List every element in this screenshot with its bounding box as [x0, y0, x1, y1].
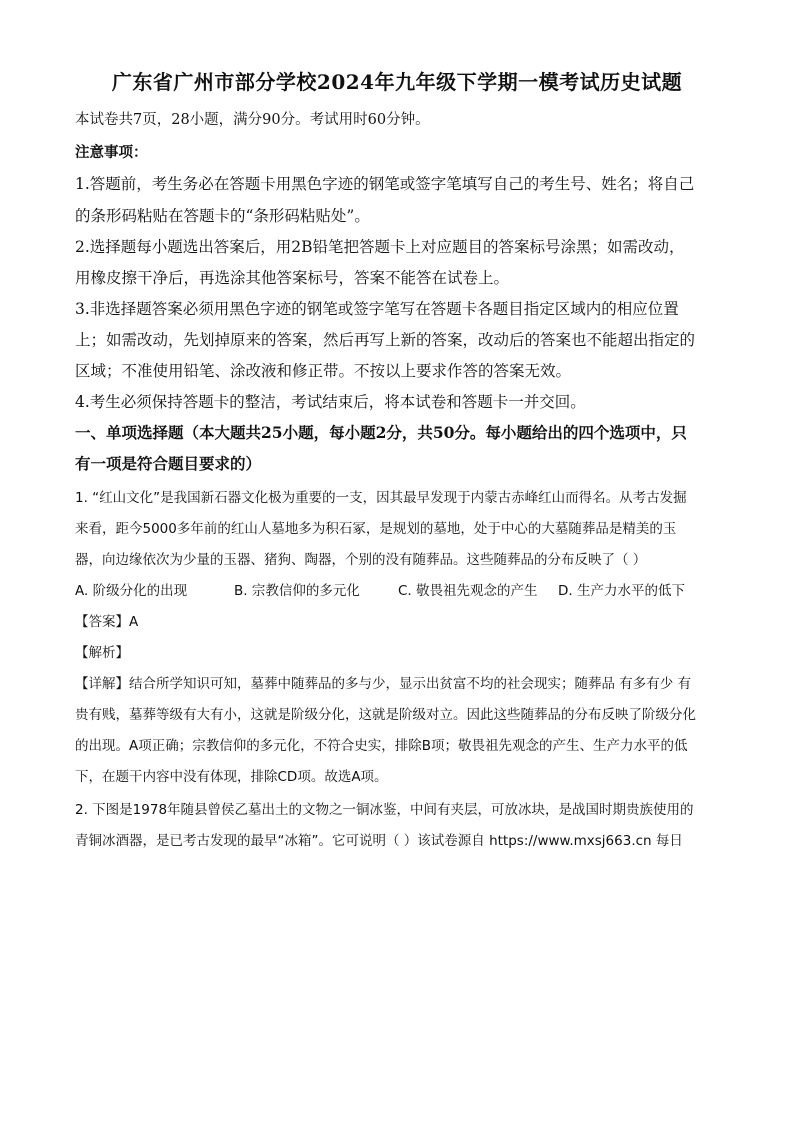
notice-line: 1.答题前，考生务必在答题卡用黑色字迹的钢笔或签字笔填写自己的考生号、姓名；将自己 — [75, 175, 695, 193]
option-a: A. 阶级分化的出现 — [75, 583, 188, 599]
detail-line: 下，在题干内容中没有体现，排除CD项。故选A项。 — [75, 769, 388, 785]
answer-label: 【答案】A — [75, 614, 139, 630]
detail-line: 的出现。A项正确；宗教信仰的多元化，不符合史实，排除B项；敬畏祖先观念的产生、生产力水平的低 — [75, 738, 688, 754]
detail-line: 【详解】结合所学知识可知，墓葬中随葬品的多与少，显示出贫富不均的社会现实；随葬品 有多有少 有 — [75, 676, 692, 692]
question-1-stem: 器，向边缘依次为少量的玉器、猪狗、陶器，个别的没有随葬品。这些随葬品的分布反映了（ ） — [75, 552, 647, 568]
option-c: C. 敬畏祖先观念的产生 — [398, 583, 538, 599]
notice-line: 上；如需改动，先划掉原来的答案，然后再写上新的答案，改动后的答案也不能超出指定的 — [75, 331, 696, 349]
option-b: B. 宗教信仰的多元化 — [234, 583, 360, 599]
notice-line: 区域；不准使用铅笔、涂改液和修正带。不按以上要求作答的答案无效。 — [75, 362, 572, 380]
notice-line: 3.非选择题答案必须用黑色字迹的钢笔或签字笔写在答题卡各题目指定区域内的相应位置 — [75, 300, 679, 318]
question-1-stem: 来看，距今5000多年前的红山人墓地多为积石冢，是规划的墓地，处于中心的大墓随葬品是精美的玉 — [75, 521, 677, 537]
section-heading: 有一项是符合题目要求的） — [75, 454, 262, 473]
exam-intro: 本试卷共7页，28小题，满分90分。考试用时60分钟。 — [75, 112, 430, 128]
notice-line: 用橡皮擦干净后，再选涂其他答案标号，答案不能答在试卷上。 — [75, 269, 510, 287]
section-heading: 一、单项选择题（本大题共25小题，每小题2分，共50分。每小题给出的四个选项中，只 — [75, 423, 687, 442]
question-2-stem: 2. 下图是1978年随县曾侯乙墓出土的文物之一铜冰鉴，中间有夹层，可放冰块，是战国时期贵族使用的 — [75, 802, 694, 818]
analysis-label: 【解析】 — [75, 645, 129, 661]
notice-heading: 注意事项： — [75, 144, 148, 161]
question-2-stem: 青铜冰酒器，是已考古发现的最早“冰箱”。它可说明（ ）该试卷源自 https://www.mxsj663.cn 每日 — [75, 833, 683, 849]
notice-line: 2.选择题每小题选出答案后，用2B铅笔把答题卡上对应题目的答案标号涂黑；如需改动， — [75, 238, 685, 256]
option-d: D. 生产力水平的低下 — [558, 583, 685, 599]
notice-line: 的条形码粘贴在答题卡的“条形码粘贴处”。 — [75, 207, 370, 225]
question-1-stem: 1. “红山文化”是我国新石器文化极为重要的一支，因其最早发现于内蒙古赤峰红山而得名。从考古发掘 — [75, 490, 687, 506]
page-title: 广东省广州市部分学校2024年九年级下学期一模考试历史试题 — [111, 70, 683, 94]
detail-line: 贵有贱，墓葬等级有大有小，这就是阶级分化，这就是阶级对立。因此这些随葬品的分布反映了阶级分化 — [75, 707, 696, 723]
notice-line: 4.考生必须保持答题卡的整洁，考试结束后，将本试卷和答题卡一并交回。 — [75, 393, 586, 411]
